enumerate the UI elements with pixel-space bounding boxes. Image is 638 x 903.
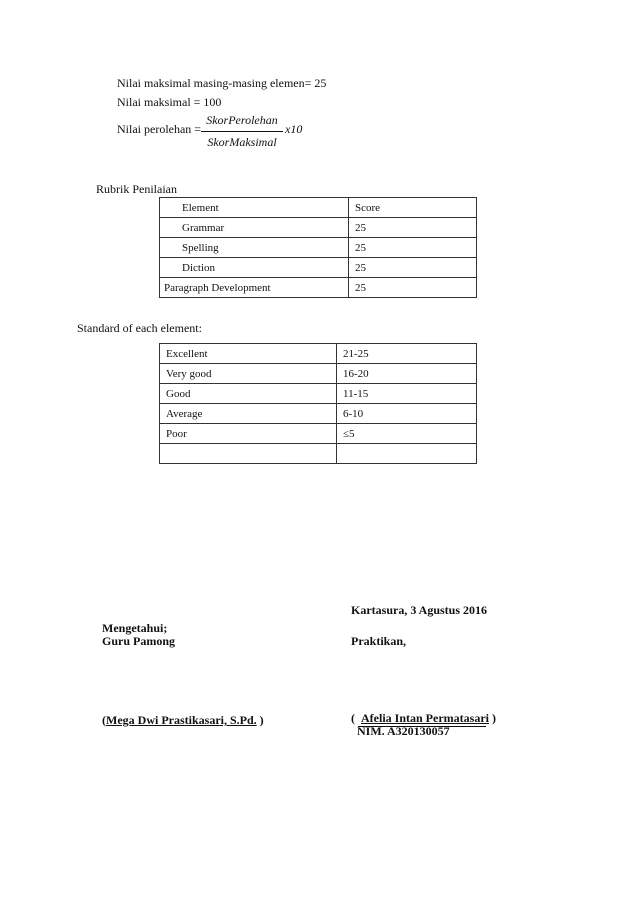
standard-level-cell: Poor (160, 424, 337, 444)
formula-multiplier: x10 (285, 122, 303, 136)
rubric-element-cell: Grammar (160, 218, 349, 238)
paren-close: ) (259, 713, 264, 727)
signature-right-name: Afelia Intan Permatasari (361, 711, 489, 725)
standard-level-cell: Average (160, 404, 337, 424)
rubric-score-cell: 25 (349, 218, 477, 238)
formula-lhs: Nilai perolehan = (117, 122, 202, 136)
rubric-header-row (160, 198, 477, 218)
rubric-element-cell: Spelling (160, 238, 349, 258)
paren-open: ( (102, 713, 106, 727)
rubric-table (159, 197, 477, 298)
standard-range-cell: 11-15 (337, 384, 477, 404)
formula-line-max-per-element: Nilai maksimal masing-masing elemen= 25 (117, 76, 327, 90)
table-row (160, 384, 477, 404)
table-row (160, 444, 477, 464)
signature-right-role: Praktikan, (351, 634, 407, 648)
standard-range-cell: 21-25 (337, 344, 477, 364)
signature-date: Kartasura, 3 Agustus 2016 (351, 603, 488, 617)
standard-level-cell (160, 444, 337, 464)
rubric-element-cell: Diction (160, 258, 349, 278)
standard-range-cell: ≤5 (337, 424, 477, 444)
standard-table (159, 343, 477, 464)
standard-title: Standard of each element: (77, 321, 202, 335)
signature-left-role: Guru Pamong (102, 634, 176, 648)
paren-open: ( (351, 711, 355, 725)
table-row (160, 278, 477, 298)
formula-line-max-total: Nilai maksimal = 100 (117, 95, 222, 109)
signature-left-label: Mengetahui; (102, 621, 168, 635)
rubric-score-cell: 25 (349, 278, 477, 298)
rubric-score-cell: 25 (349, 258, 477, 278)
rubric-score-cell: 25 (349, 238, 477, 258)
standard-range-cell: 6-10 (337, 404, 477, 424)
rubric-header-score: Score (349, 198, 477, 218)
rubric-title: Rubrik Penilaian (96, 182, 177, 196)
table-row (160, 218, 477, 238)
paren-close: ) (491, 711, 496, 725)
table-row (160, 424, 477, 444)
signature-left-name-line (102, 713, 264, 728)
rubric-element-cell: Paragraph Development (160, 278, 349, 298)
standard-level-cell: Good (160, 384, 337, 404)
formula-numerator: SkorPerolehan (201, 113, 283, 132)
table-row (160, 238, 477, 258)
table-row (160, 364, 477, 384)
table-row (160, 344, 477, 364)
signature-right-nim: NIM. A320130057 (357, 724, 450, 738)
standard-range-cell: 16-20 (337, 364, 477, 384)
table-row (160, 404, 477, 424)
standard-level-cell: Very good (160, 364, 337, 384)
formula-fraction (201, 113, 283, 150)
table-row (160, 258, 477, 278)
standard-level-cell: Excellent (160, 344, 337, 364)
signature-left-name: Mega Dwi Prastikasari, S.Pd. (106, 713, 257, 727)
formula-denominator: SkorMaksimal (207, 135, 277, 149)
rubric-header-element: Element (160, 198, 349, 218)
standard-range-cell (337, 444, 477, 464)
